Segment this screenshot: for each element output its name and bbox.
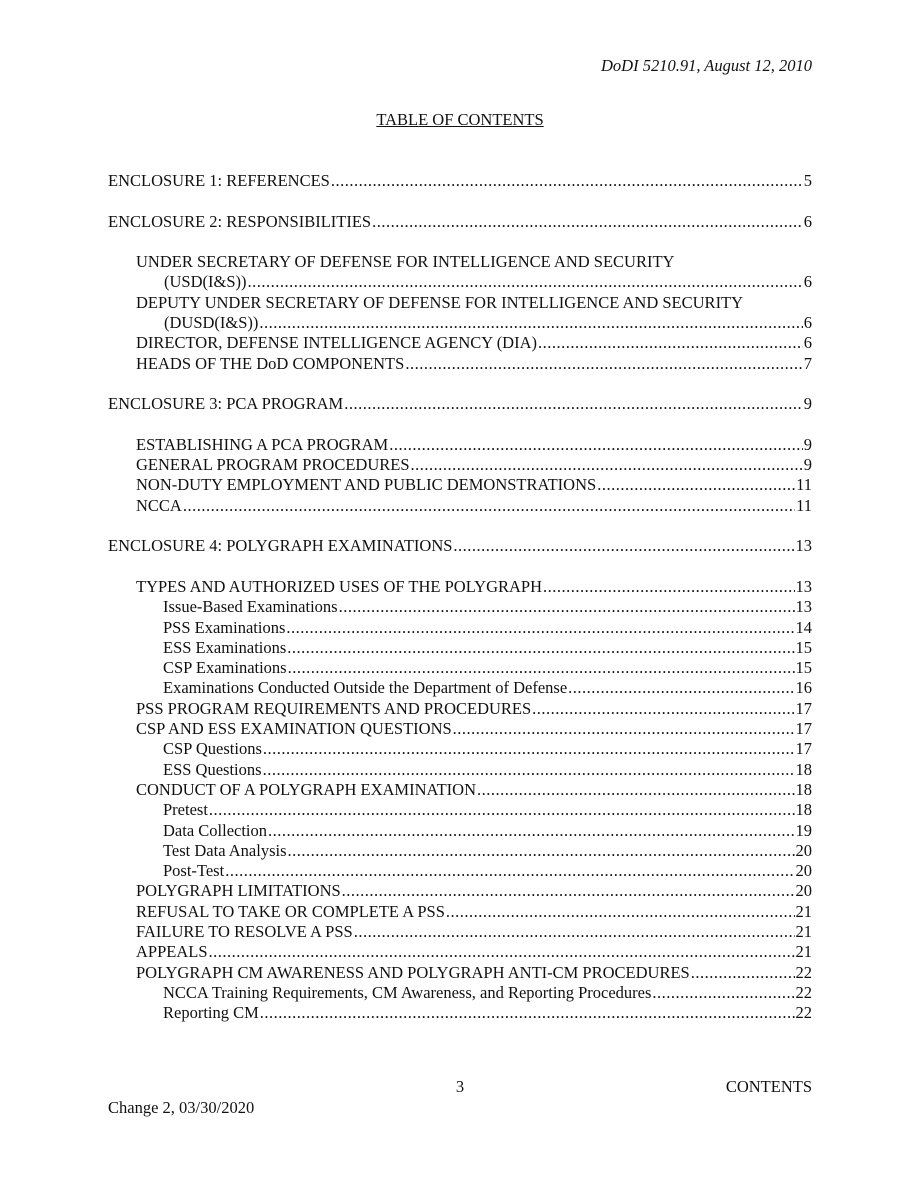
toc-entry[interactable]: Reporting CM ..... 22 [108, 1003, 812, 1023]
toc-entry[interactable]: CONDUCT OF A POLYGRAPH EXAMINATION ..... 18 [108, 780, 812, 800]
toc-entry[interactable]: NCCA ..... 11 [108, 496, 812, 516]
toc-entry[interactable]: GENERAL PROGRAM PROCEDURES ..... 9 [108, 455, 812, 475]
toc-entry[interactable]: PSS PROGRAM REQUIREMENTS AND PROCEDURES ..... 17 [108, 699, 812, 719]
toc-entry[interactable]: NON-DUTY EMPLOYMENT AND PUBLIC DEMONSTRATIONS ..... 11 [108, 475, 812, 495]
toc-entry[interactable]: Issue-Based Examinations ..... 13 [108, 597, 812, 617]
toc-entry[interactable]: PSS Examinations ..... 14 [108, 618, 812, 638]
toc-entry[interactable]: ESS Examinations ..... 15 [108, 638, 812, 658]
toc-entry[interactable]: ENCLOSURE 4: POLYGRAPH EXAMINATIONS ..... 13 [108, 536, 812, 556]
toc-entry[interactable]: Examinations Conducted Outside the Department of Defense ..... 16 [108, 678, 812, 698]
toc-entry[interactable]: ENCLOSURE 1: REFERENCES ..... 5 [108, 171, 812, 191]
toc-entry[interactable]: POLYGRAPH CM AWARENESS AND POLYGRAPH ANTI-CM PROCEDURES ..... 22 [108, 963, 812, 983]
toc-entry[interactable]: POLYGRAPH LIMITATIONS ..... 20 [108, 881, 812, 901]
toc-entry[interactable]: TYPES AND AUTHORIZED USES OF THE POLYGRAPH ..... 13 [108, 577, 812, 597]
toc-entry[interactable]: Test Data Analysis ..... 20 [108, 841, 812, 861]
toc-entry[interactable]: DEPUTY UNDER SECRETARY OF DEFENSE FOR INTELLIGENCE AND SECURITY (DUSD(I&S)) ..... 6 [108, 293, 812, 334]
toc-entry[interactable]: FAILURE TO RESOLVE A PSS ..... 21 [108, 922, 812, 942]
toc-entry[interactable]: ESTABLISHING A PCA PROGRAM ..... 9 [108, 435, 812, 455]
toc-entry[interactable]: CSP AND ESS EXAMINATION QUESTIONS ..... 17 [108, 719, 812, 739]
toc-entry[interactable]: HEADS OF THE DoD COMPONENTS ..... 7 [108, 354, 812, 374]
change-notice: Change 2, 03/30/2020 [108, 1098, 255, 1117]
toc-entry[interactable]: Data Collection ..... 19 [108, 821, 812, 841]
footer-section-label: CONTENTS [725, 1077, 812, 1096]
toc-entry[interactable]: REFUSAL TO TAKE OR COMPLETE A PSS ..... 21 [108, 902, 812, 922]
toc-entry[interactable]: CSP Questions ..... 17 [108, 739, 812, 759]
toc-entry[interactable]: ENCLOSURE 2: RESPONSIBILITIES ..... 6 [108, 212, 812, 232]
toc-entry[interactable]: NCCA Training Requirements, CM Awareness, and Reporting Procedures ..... 22 [108, 983, 812, 1003]
toc-entry[interactable]: DIRECTOR, DEFENSE INTELLIGENCE AGENCY (DIA) ..... 6 [108, 333, 812, 353]
toc-entry[interactable]: ESS Questions ..... 18 [108, 760, 812, 780]
toc-entry[interactable]: Post-Test ..... 20 [108, 861, 812, 881]
toc-entry[interactable]: CSP Examinations ..... 15 [108, 658, 812, 678]
toc-entry[interactable]: ENCLOSURE 3: PCA PROGRAM ..... 9 [108, 394, 812, 414]
toc-entry[interactable]: UNDER SECRETARY OF DEFENSE FOR INTELLIGENCE AND SECURITY (USD(I&S)) ..... 6 [108, 252, 812, 293]
toc-entry[interactable]: Pretest ..... 18 [108, 800, 812, 820]
document-reference: DoDI 5210.91, August 12, 2010 [601, 56, 812, 75]
page-number: 3 [455, 1077, 465, 1096]
table-of-contents [108, 171, 812, 1023]
page-title: TABLE OF CONTENTS [376, 110, 544, 129]
toc-entry[interactable]: APPEALS ..... 21 [108, 942, 812, 962]
